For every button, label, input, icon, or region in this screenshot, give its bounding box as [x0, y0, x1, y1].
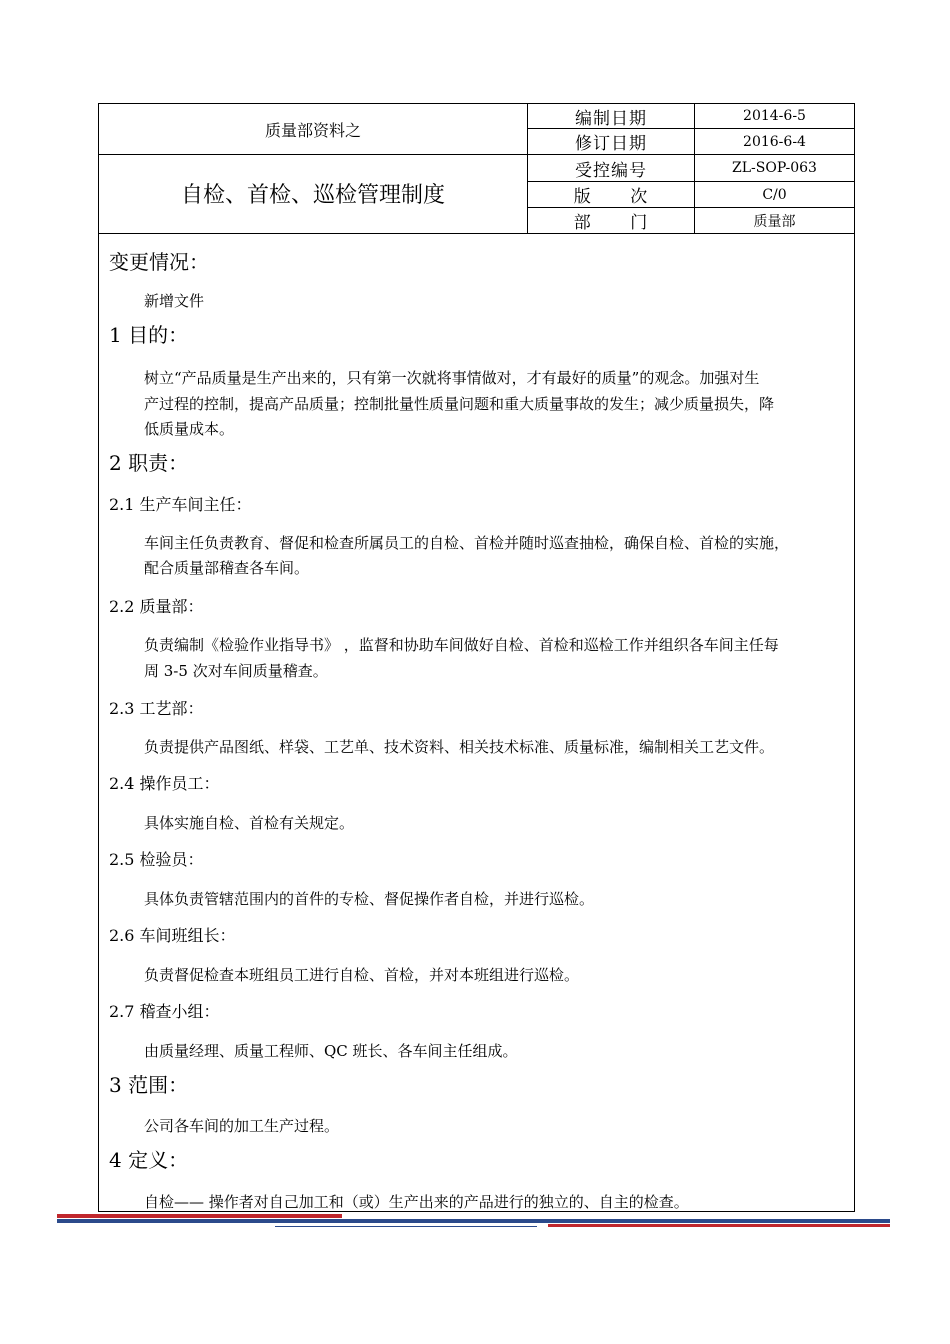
doc-title: 自检、首检、巡检管理制度 — [180, 183, 445, 208]
section-4-heading: 4 定义： — [109, 1148, 189, 1172]
section-1-line-3: 低质量成本。 — [144, 420, 235, 438]
section-2-7-line-1: 由质量经理、质量工程师、QC 班长、各车间主任组成。 — [144, 1042, 518, 1060]
header-table — [99, 104, 854, 234]
section-2-2-line-2: 周 3-5 次对车间质量稽查。 — [144, 662, 328, 680]
change-heading: 变更情况： — [109, 250, 209, 274]
section-2-2-heading: 2.2 质量部： — [109, 597, 204, 616]
section-2-3-heading: 2.3 工艺部： — [109, 699, 204, 718]
section-1-line-1: 树立“产品质量是生产出来的，只有第一次就将事情做对，才有最好的质量”的观念。加强对生 — [144, 369, 760, 387]
footer-thin-line — [275, 1226, 537, 1227]
section-2-7-heading: 2.7 稽查小组： — [109, 1002, 220, 1021]
section-2-5-line-1: 具体负责管辖范围内的首件的专检、督促操作者自检，并进行巡检。 — [144, 890, 595, 908]
document-frame — [98, 103, 855, 1212]
label-revise-date: 修订日期 — [575, 134, 647, 154]
section-3-heading: 3 范围： — [109, 1073, 189, 1097]
doc-group: 质量部资料之 — [264, 120, 361, 140]
section-2-1-line-2: 配合质量部稽查各车间。 — [144, 559, 310, 577]
section-2-3-line-1: 负责提供产品图纸、样袋、工艺单、技术资料、相关技术标准、质量标准，编制相关工艺文件。 — [144, 738, 775, 756]
section-1-line-2: 产过程的控制，提高产品质量；控制批量性质量问题和重大质量事故的发生；减少质量损失，降 — [144, 395, 775, 413]
value-compile-date: 2014-6-5 — [743, 108, 806, 124]
section-2-heading: 2 职责： — [109, 451, 189, 475]
section-2-2-line-1: 负责编制《检验作业指导书》 ，监督和协助车间做好自检、首检和巡检工作并组织各车间主任每 — [144, 636, 779, 654]
section-2-6-line-1: 负责督促检查本班组员工进行自检、首检，并对本班组进行巡检。 — [144, 966, 580, 984]
section-2-6-heading: 2.6 车间班组长： — [109, 926, 236, 945]
value-department: 质量部 — [753, 213, 796, 230]
value-control-no: ZL-SOP-063 — [732, 160, 817, 176]
section-3-line-1: 公司各车间的加工生产过程。 — [144, 1117, 340, 1135]
value-version: C/0 — [762, 186, 787, 203]
footer-red-bar-right — [548, 1224, 890, 1227]
section-1-heading: 1 目的： — [109, 323, 189, 347]
section-2-4-heading: 2.4 操作员工： — [109, 774, 220, 793]
section-2-5-heading: 2.5 检验员： — [109, 850, 204, 869]
section-2-1-heading: 2.1 生产车间主任： — [109, 495, 252, 514]
footer-blue-bar — [57, 1219, 890, 1223]
label-compile-date: 编制日期 — [575, 108, 647, 129]
value-revise-date: 2016-6-4 — [743, 133, 806, 150]
change-text: 新增文件 — [144, 292, 205, 310]
label-control-no: 受控编号 — [575, 160, 647, 181]
section-2-1-line-1: 车间主任负责教育、督促和检查所属员工的自检、首检并随时巡查抽检，确保自检、首检的实施， — [144, 534, 790, 552]
section-4-line-1: 自检—— 操作者对自己加工和（或）生产出来的产品进行的独立的、自主的检查。 — [144, 1193, 689, 1211]
label-department: 部 门 — [573, 213, 649, 233]
footer-red-bar-left — [57, 1214, 342, 1218]
section-2-4-line-1: 具体实施自检、首检有关规定。 — [144, 814, 355, 832]
label-version: 版 次 — [573, 187, 649, 207]
